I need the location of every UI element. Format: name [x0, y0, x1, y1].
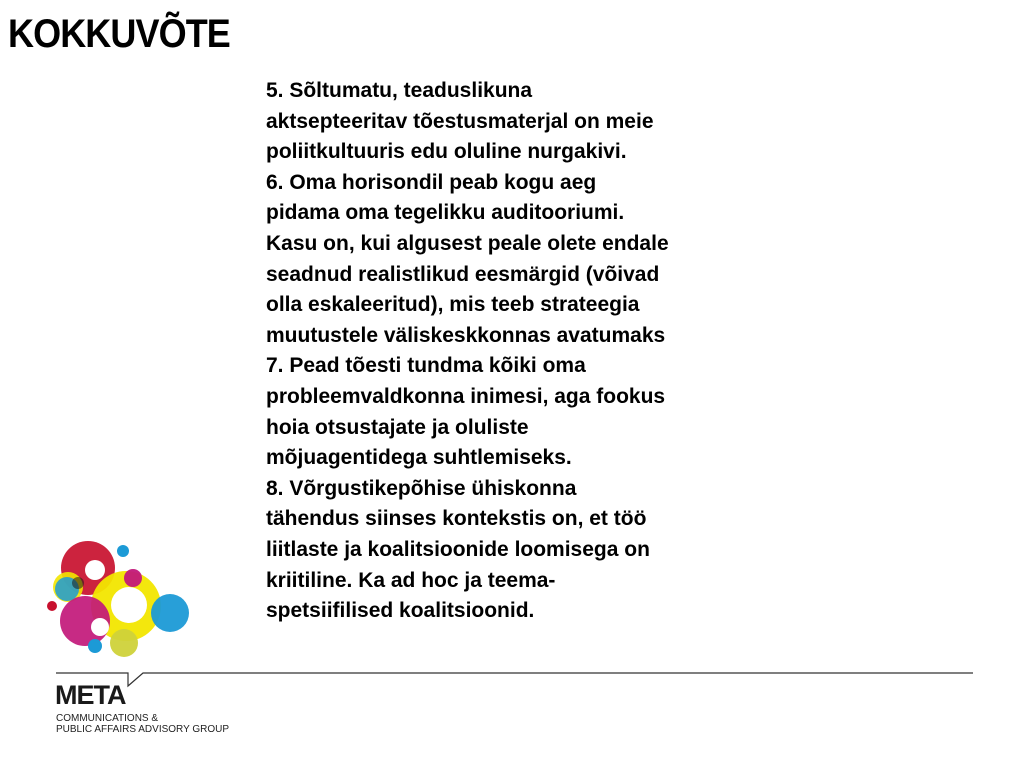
brand-tagline-line: COMMUNICATIONS & [56, 713, 159, 724]
text-line: muutustele väliskeskkonnas avatumaks [266, 323, 666, 347]
colored-dots-logo-icon [40, 535, 200, 665]
text-line: liitlaste ja koalitsioonide loomisega on [266, 537, 650, 561]
summary-body-text [266, 76, 786, 627]
slide-title: KOKKUVÕTE [8, 12, 230, 56]
text-line: spetsiifilised koalitsioonid. [266, 599, 535, 623]
text-line: 8. Võrgustikepõhise ühiskonna [266, 476, 577, 500]
text-line: olla eskaleeritud), mis teeb strateegia [266, 293, 640, 317]
text-line: mõjuagentidega suhtlemiseks. [266, 446, 572, 470]
text-line: tähendus siinses kontekstis on, et töö [266, 507, 647, 531]
text-line: Kasu on, kui algusest peale olete endale [266, 231, 669, 255]
brand-tagline-line: PUBLIC AFFAIRS ADVISORY GROUP [56, 724, 230, 735]
text-line: 7. Pead tõesti tundma kõiki oma [266, 354, 586, 378]
text-line: probleemvaldkonna inimesi, aga fookus [266, 384, 666, 408]
brand-logo-text: META [55, 680, 126, 710]
text-line: pidama oma tegelikku auditooriumi. [266, 201, 625, 225]
text-line: 6. Oma horisondil peab kogu aeg [266, 170, 597, 194]
text-line: hoia otsustajate ja oluliste [266, 415, 529, 439]
footer-divider-line [0, 664, 1024, 704]
text-line: seadnud realistlikud eesmärgid (võivad [266, 262, 660, 286]
text-line: poliitkultuuris edu oluline nurgakivi. [266, 140, 627, 164]
text-line: 5. Sõltumatu, teaduslikuna [266, 79, 533, 102]
text-line: aktsepteeritav tõestusmaterjal on meie [266, 109, 654, 133]
text-line: kriitiline. Ka ad hoc ja teema- [266, 568, 556, 592]
brand-tagline [56, 713, 229, 735]
